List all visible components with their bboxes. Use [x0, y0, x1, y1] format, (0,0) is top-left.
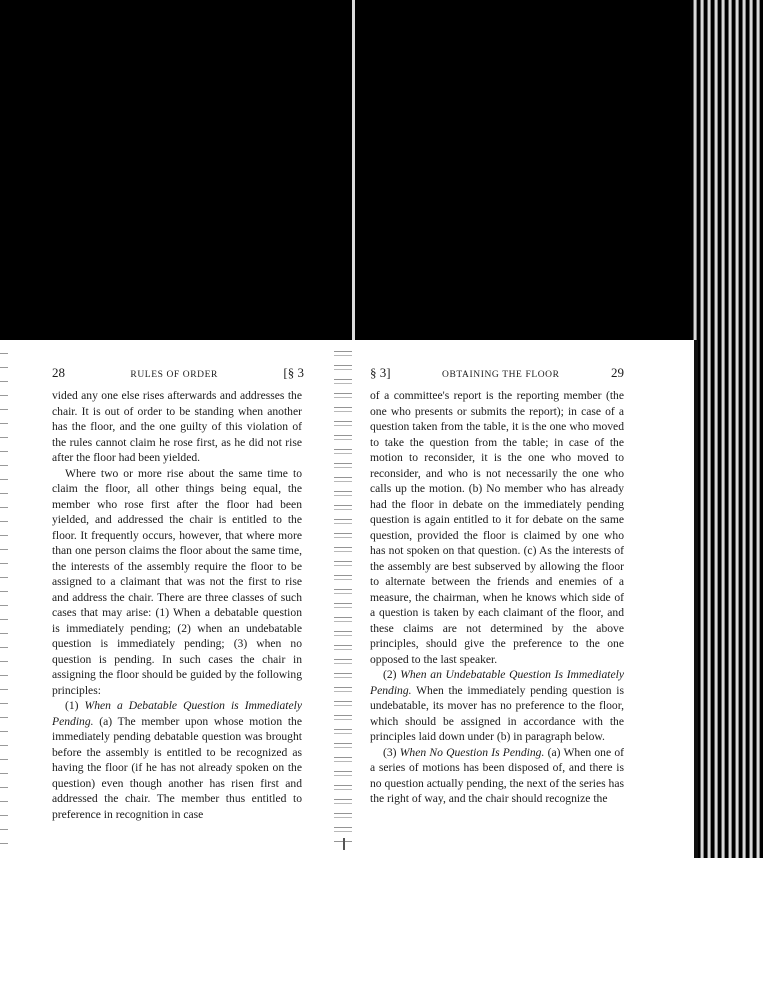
left-page-text [52, 388, 302, 822]
left-section-mark: [§ 3 [283, 365, 304, 380]
scan-edge-noise [690, 0, 763, 990]
right-section-mark: § 3] [370, 365, 391, 380]
right-paragraph-1: of a committee's report is the reporting member (the one who presents or submits the report); in case of a question taken from the table, it is the one who moved to take the question from the table; in case of the motion to reconsider, it is the one who moved to reconsider, and who is not necessarily the one who calls up the motion. (b) No member who has already had the floor in debate on the immediately pending question is again entitled to it for debate on the same question, provided the floor is claimed by one who has not spoken on that question. (c) As the interests of the assembly are best subserved by allowing the floor to alternate between the friends and enemies of a measure, the chairman, when he knows which side of a question is taken by each claimant of the floor, and these claims are not determined by the above principles, should give the preference to the one opposed to the last speaker. [370, 389, 624, 666]
right-p2-lead: (2) [383, 668, 401, 681]
scan-bottom-margin [0, 858, 763, 990]
right-p3-heading: When No Question Is Pending. [399, 745, 545, 759]
right-paragraph-2 [370, 667, 624, 745]
gutter-bottom-mark [343, 838, 345, 850]
right-paragraph-3 [370, 745, 624, 807]
left-p3-heading: When a Debatable Question is Immediately Pending. [52, 699, 302, 728]
left-p3-body: (a) The member upon whose motion the immediately pending debatable question was brought before the assembly is entitled to be recognized as having the floor (if he has not already spoken on the question) even though another has risen first and addressed the chair. The member thus entitled to preference in recognition in case [52, 714, 302, 821]
left-edge-scan-marks [0, 345, 8, 845]
left-paragraph-1: vided any one else rises afterwards and addresses the chair. It is out of order to be standing when another has the floor, and the one guilty of this violation of the rules cannot claim he rose first, as he did not rise after the floor had been yielded. [52, 389, 302, 464]
right-p2-body: When the immediately pending question is undebatable, its mover has no preference to the floor, which should be assigned in accordance with the principles laid down under (b) in paragraph below. [370, 683, 624, 743]
right-page-number: 29 [610, 365, 624, 380]
left-running-head [52, 365, 304, 381]
right-p3-lead: (3) [383, 745, 400, 759]
left-running-title: RULES OF ORDER [130, 370, 218, 380]
right-p3-body: (a) When one of a series of motions has been disposed of, and there is no question actually pending, the next of the series has the right of way, and the chair should recognize the [370, 745, 624, 805]
left-page-number: 28 [52, 365, 65, 380]
right-p2-heading: When an Undebatable Question Is Immediately Pending. [370, 668, 624, 697]
gutter-scan-marks [334, 345, 352, 845]
right-running-head [370, 365, 624, 381]
left-paragraph-2: Where two or more rise about the same time to claim the floor, all other things being equal, the member who rose first after the floor had been yielded, and addressed the chair is entitled to the floor. It frequently occurs, however, that where more than one person claims the floor about the same time, the interests of the assembly require the floor to be assigned to a claimant that was not the first to rise and address the chair. There are three classes of such cases that may arise: (1) When a debatable question is immediately pending; (2) when an undebatable question is immediately pending; (3) when no question is pending. In such cases the chair in assigning the floor should be guided by the following principles: [52, 466, 302, 697]
scan-spine-line [352, 0, 355, 340]
right-page-text [370, 388, 624, 807]
right-running-title: OBTAINING THE FLOOR [441, 370, 560, 380]
left-p3-lead: (1) [65, 699, 85, 712]
left-paragraph-3 [52, 698, 302, 822]
